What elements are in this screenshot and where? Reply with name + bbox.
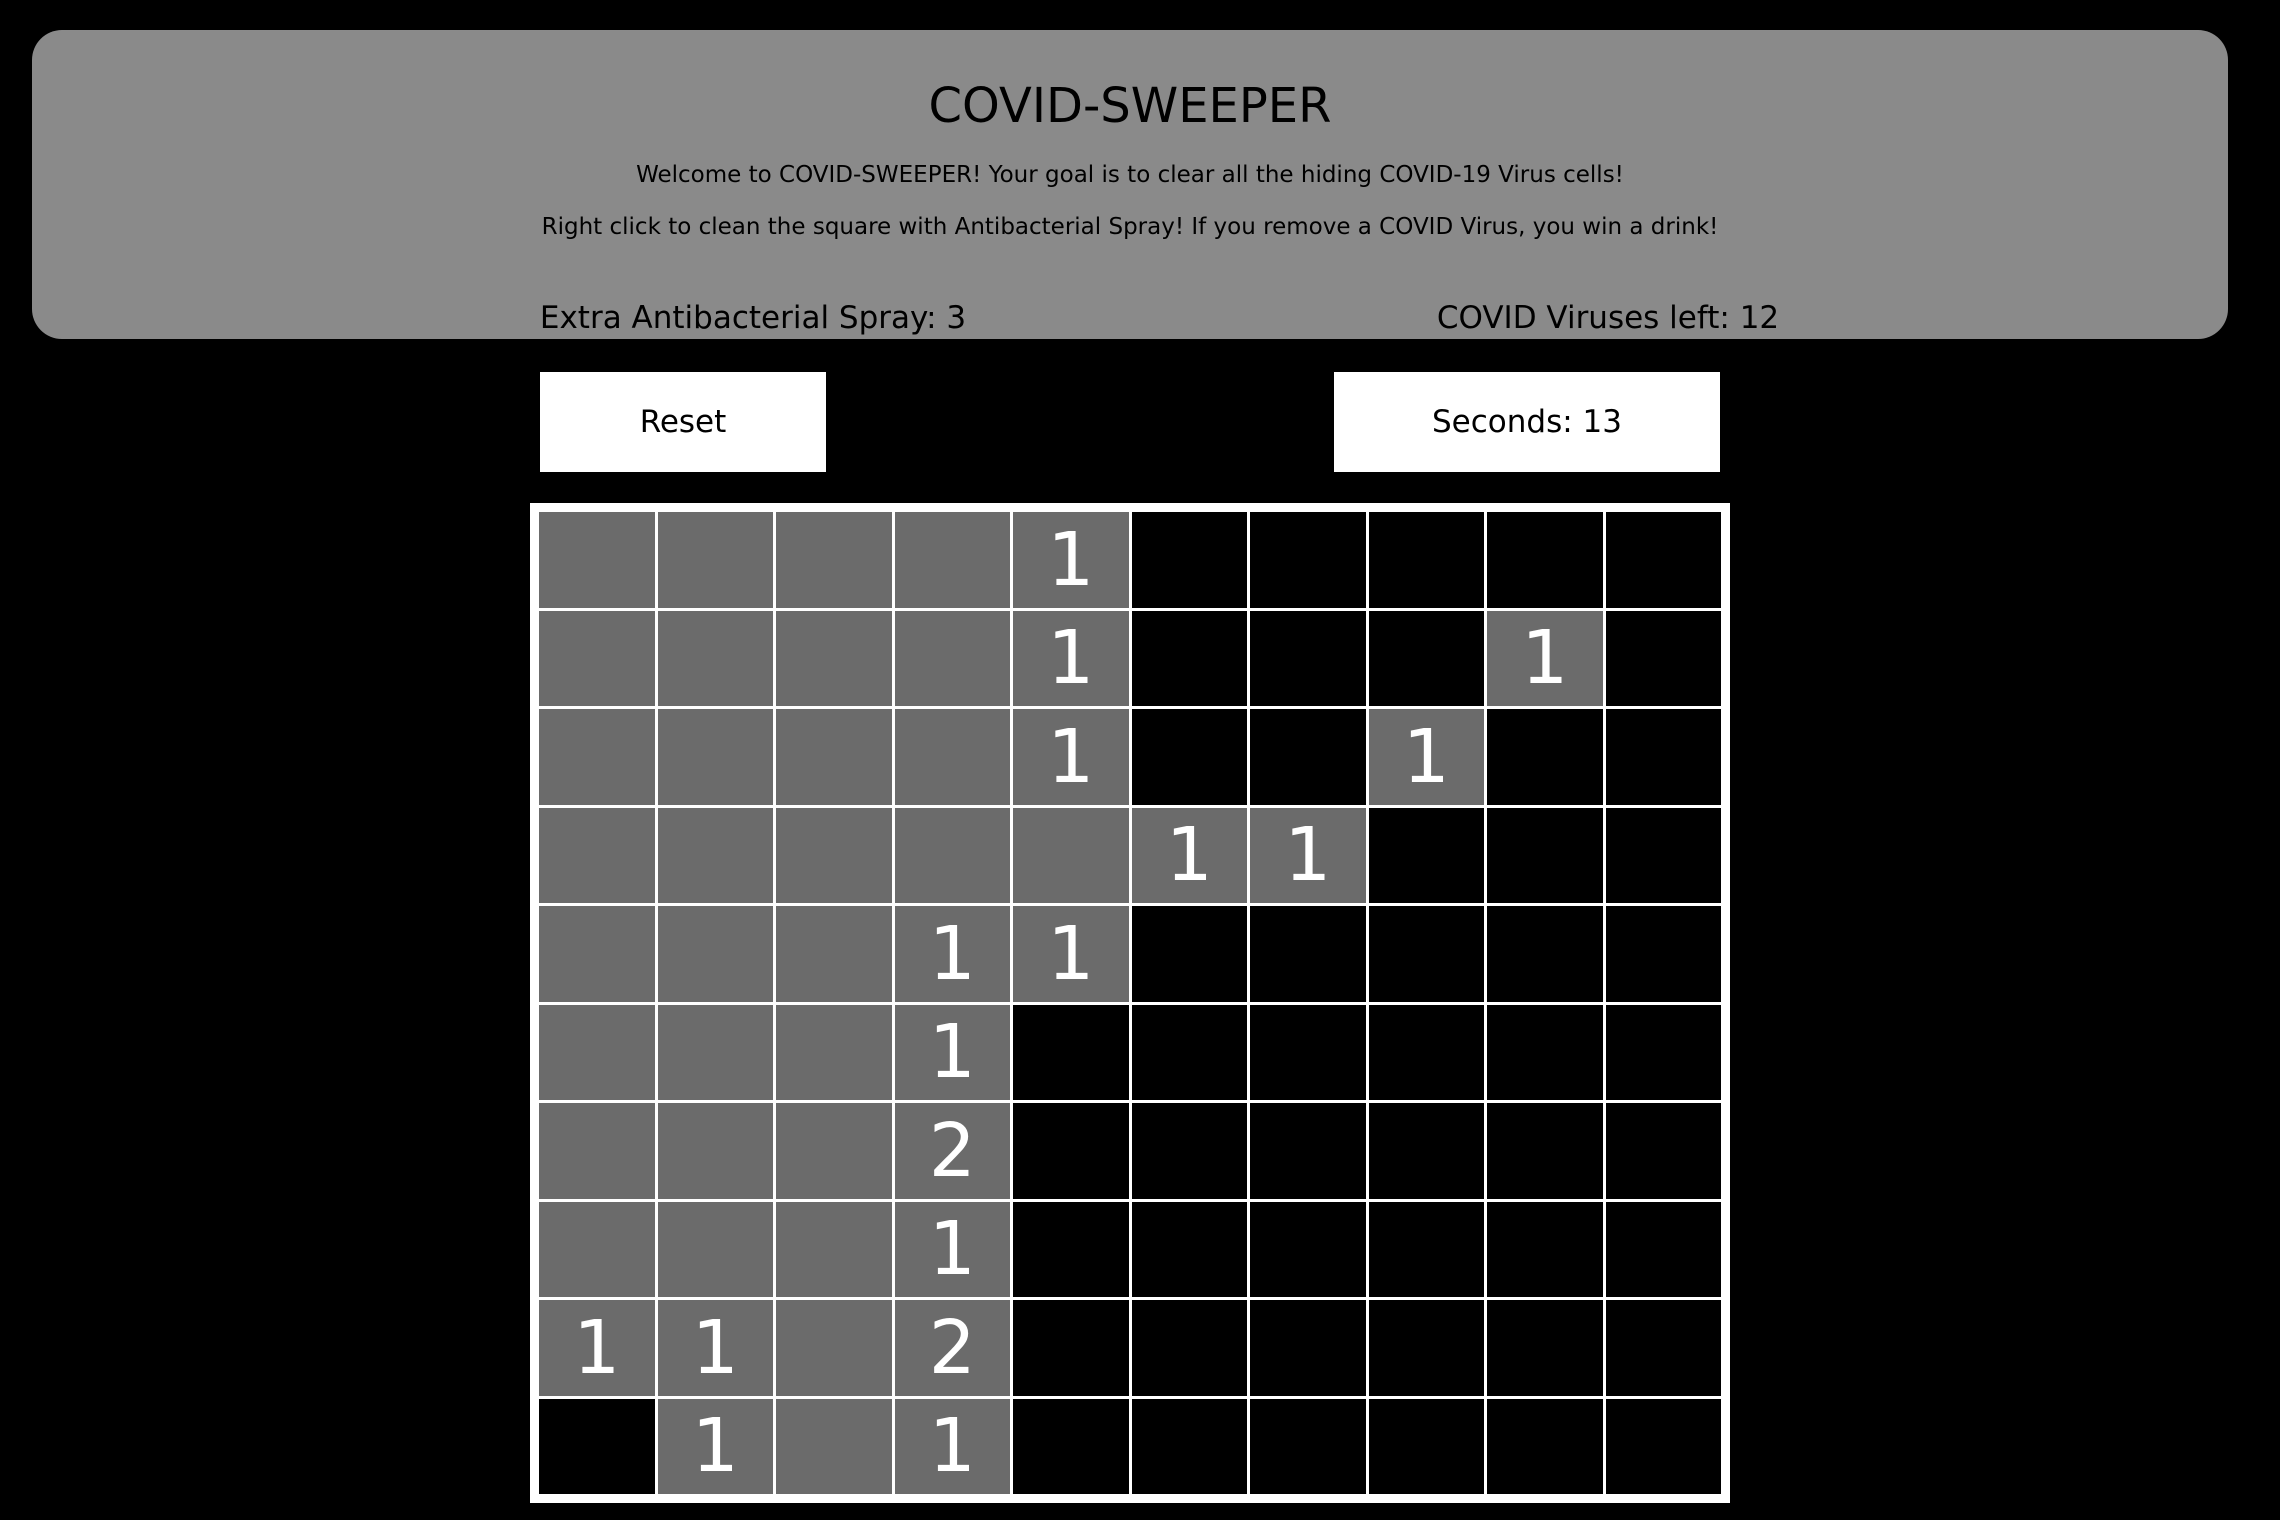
board-cell-unrevealed[interactable]: [1487, 1202, 1603, 1298]
board-cell-unrevealed[interactable]: [1132, 1103, 1248, 1199]
board-cell-revealed[interactable]: 1: [1369, 709, 1485, 805]
board-cell-unrevealed[interactable]: [1250, 1399, 1366, 1495]
board-cell-unrevealed[interactable]: [1606, 1103, 1722, 1199]
board-cell-revealed[interactable]: 1: [1013, 709, 1129, 805]
board-cell-unrevealed[interactable]: [1606, 611, 1722, 707]
board-cell-revealed[interactable]: [658, 709, 774, 805]
board-cell-unrevealed[interactable]: [1132, 1005, 1248, 1101]
board-cell-unrevealed[interactable]: [1606, 709, 1722, 805]
board-cell-unrevealed[interactable]: [1013, 1005, 1129, 1101]
reset-button[interactable]: Reset: [540, 372, 826, 472]
board-cell-revealed[interactable]: [539, 709, 655, 805]
board-cell-unrevealed[interactable]: [1013, 1399, 1129, 1495]
board-cell-unrevealed[interactable]: [1369, 1202, 1485, 1298]
board-cell-unrevealed[interactable]: [1369, 512, 1485, 608]
board-cell-unrevealed[interactable]: [1606, 1399, 1722, 1495]
board-cell-revealed[interactable]: [895, 512, 1011, 608]
board-cell-unrevealed[interactable]: [1369, 808, 1485, 904]
spray-counter: Extra Antibacterial Spray: 3: [539, 300, 967, 336]
welcome-text: Welcome to COVID-SWEEPER! Your goal is to clear all the hiding COVID-19 Virus cells!: [636, 162, 1624, 188]
board-cell-revealed[interactable]: 2: [895, 1103, 1011, 1199]
board-cell-revealed[interactable]: [776, 709, 892, 805]
board-cell-unrevealed[interactable]: [1487, 1103, 1603, 1199]
board-cell-unrevealed[interactable]: [1132, 611, 1248, 707]
board-cell-revealed[interactable]: [895, 611, 1011, 707]
board-cell-unrevealed[interactable]: [1606, 1005, 1722, 1101]
board-cell-unrevealed[interactable]: [1250, 512, 1366, 608]
board-cell-revealed[interactable]: [776, 906, 892, 1002]
board-cell-unrevealed[interactable]: [1606, 1202, 1722, 1298]
board-cell-revealed[interactable]: [776, 1103, 892, 1199]
board-cell-unrevealed[interactable]: [1250, 709, 1366, 805]
board-cell-revealed[interactable]: 1: [895, 1399, 1011, 1495]
board-cell-revealed[interactable]: 1: [895, 906, 1011, 1002]
board-cell-revealed[interactable]: 1: [1132, 808, 1248, 904]
board-cell-revealed[interactable]: 1: [658, 1399, 774, 1495]
board-cell-revealed[interactable]: [658, 611, 774, 707]
board-cell-unrevealed[interactable]: [1250, 1103, 1366, 1199]
board-cell-revealed[interactable]: 1: [1013, 512, 1129, 608]
board-cell-revealed[interactable]: [776, 808, 892, 904]
board-cell-unrevealed[interactable]: [1013, 1300, 1129, 1396]
board-cell-unrevealed[interactable]: [1487, 1300, 1603, 1396]
board-cell-unrevealed[interactable]: [1487, 512, 1603, 608]
board-cell-revealed[interactable]: [658, 512, 774, 608]
board-cell-revealed[interactable]: 1: [1013, 611, 1129, 707]
board-cell-revealed[interactable]: [539, 1005, 655, 1101]
board-cell-unrevealed[interactable]: [1369, 1399, 1485, 1495]
board-cell-unrevealed[interactable]: [1487, 1399, 1603, 1495]
board-cell-unrevealed[interactable]: [539, 1399, 655, 1495]
board-cell-unrevealed[interactable]: [1369, 1005, 1485, 1101]
game-title: COVID-SWEEPER: [928, 78, 1332, 134]
board-cell-unrevealed[interactable]: [1132, 709, 1248, 805]
board-cell-unrevealed[interactable]: [1606, 512, 1722, 608]
board-cell-revealed[interactable]: [776, 512, 892, 608]
board-cell-unrevealed[interactable]: [1487, 1005, 1603, 1101]
board-cell-unrevealed[interactable]: [1013, 1103, 1129, 1199]
board-cell-revealed[interactable]: 2: [895, 1300, 1011, 1396]
board-cell-revealed[interactable]: [539, 906, 655, 1002]
board-cell-revealed[interactable]: 1: [1487, 611, 1603, 707]
board-cell-unrevealed[interactable]: [1132, 906, 1248, 1002]
board-cell-revealed[interactable]: [776, 1399, 892, 1495]
board-cell-revealed[interactable]: [776, 611, 892, 707]
board-cell-unrevealed[interactable]: [1369, 1103, 1485, 1199]
game-board: [530, 503, 1730, 1503]
board-cell-revealed[interactable]: [539, 1103, 655, 1199]
board-cell-revealed[interactable]: [658, 1005, 774, 1101]
board-cell-unrevealed[interactable]: [1132, 1399, 1248, 1495]
board-cell-unrevealed[interactable]: [1487, 709, 1603, 805]
board-cell-unrevealed[interactable]: [1606, 808, 1722, 904]
board-cell-revealed[interactable]: [1013, 808, 1129, 904]
board-cell-revealed[interactable]: 1: [1250, 808, 1366, 904]
board-cell-unrevealed[interactable]: [1250, 906, 1366, 1002]
board-cell-unrevealed[interactable]: [1369, 611, 1485, 707]
board-cell-revealed[interactable]: [658, 808, 774, 904]
board-cell-unrevealed[interactable]: [1250, 1300, 1366, 1396]
board-cell-revealed[interactable]: 1: [895, 1005, 1011, 1101]
board-cell-unrevealed[interactable]: [1250, 611, 1366, 707]
board-cell-revealed[interactable]: 1: [658, 1300, 774, 1396]
timer-display: Seconds: 13: [1334, 372, 1720, 472]
board-cell-unrevealed[interactable]: [1369, 906, 1485, 1002]
board-cell-unrevealed[interactable]: [1606, 1300, 1722, 1396]
board-cell-unrevealed[interactable]: [1487, 906, 1603, 1002]
board-cell-revealed[interactable]: [895, 709, 1011, 805]
info-panel: [32, 30, 2228, 339]
board-cell-revealed[interactable]: [895, 808, 1011, 904]
board-cell-revealed[interactable]: [776, 1005, 892, 1101]
board-cell-unrevealed[interactable]: [1132, 1202, 1248, 1298]
board-cell-revealed[interactable]: 1: [1013, 906, 1129, 1002]
board-cell-revealed[interactable]: [776, 1300, 892, 1396]
board-cell-revealed[interactable]: [658, 1202, 774, 1298]
board-cell-revealed[interactable]: [776, 1202, 892, 1298]
board-cell-unrevealed[interactable]: [1132, 1300, 1248, 1396]
board-cell-revealed[interactable]: [539, 1202, 655, 1298]
board-cell-unrevealed[interactable]: [1132, 512, 1248, 608]
board-cell-revealed[interactable]: [539, 808, 655, 904]
instructions-text: Right click to clean the square with Antibacterial Spray! If you remove a COVID Virus, you win a drink!: [541, 214, 1719, 240]
board-cell-unrevealed[interactable]: [1606, 906, 1722, 1002]
board-cell-unrevealed[interactable]: [1369, 1300, 1485, 1396]
board-cell-revealed[interactable]: [658, 1103, 774, 1199]
board-cell-revealed[interactable]: 1: [895, 1202, 1011, 1298]
board-cell-unrevealed[interactable]: [1487, 808, 1603, 904]
board-cell-unrevealed[interactable]: [1013, 1202, 1129, 1298]
board-cell-unrevealed[interactable]: [1250, 1005, 1366, 1101]
board-cell-revealed[interactable]: [539, 611, 655, 707]
board-cell-revealed[interactable]: 1: [539, 1300, 655, 1396]
board-cell-unrevealed[interactable]: [1250, 1202, 1366, 1298]
viruses-left-counter: COVID Viruses left: 12: [1436, 300, 1780, 336]
board-cell-revealed[interactable]: [539, 512, 655, 608]
board-cell-revealed[interactable]: [658, 906, 774, 1002]
